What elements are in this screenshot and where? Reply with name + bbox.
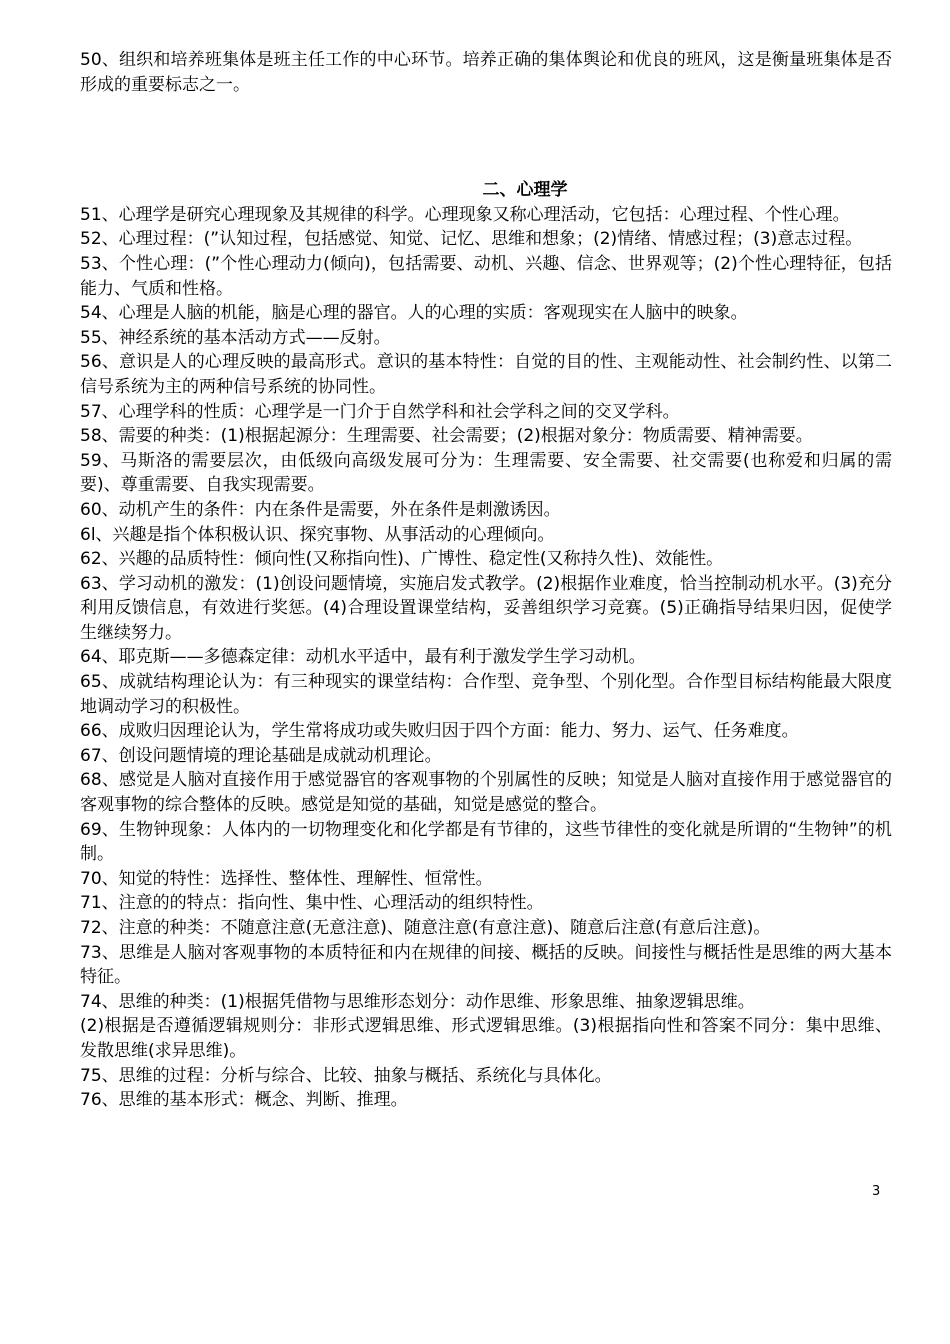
paragraph-item-62: 62、兴趣的品质特性：倾向性(又称指向性)、广博性、稳定性(又称持久性)、效能性。 xyxy=(80,549,724,570)
document-body xyxy=(80,48,892,1113)
paragraph-item-75: 75、思维的过程：分析与综合、比较、抽象与概括、系统化与具体化。 xyxy=(80,1065,612,1086)
paragraph-item-74-continued: (2)根据是否遵循逻辑规则分：非形式逻辑思维、形式逻辑思维。(3)根据指向性和答案不同分：集中思维、发散思维(求异思维)。 xyxy=(80,1016,892,1061)
paragraph-item-69: 69、生物钟现象：人体内的一切物理变化和化学都是有节律的，这些节律性的变化就是所谓的“生物钟”的机制。 xyxy=(80,819,892,865)
section-gap xyxy=(80,97,892,178)
paragraph-item-51: 51、心理学是研究心理现象及其规律的科学。心理现象又称心理活动，它包括：心理过程、个性心理。 xyxy=(80,204,850,225)
paragraph-item-64: 64、耶克斯——多德森定律：动机水平适中，最有利于激发学生学习动机。 xyxy=(80,647,646,668)
page-number: 3 xyxy=(872,1184,881,1199)
paragraph-item-58: 58、需要的种类：(1)根据起源分：生理需要、社会需要；(2)根据对象分：物质需要、精神需要。 xyxy=(80,426,813,447)
paragraph-item-68: 68、感觉是人脑对直接作用于感觉器官的客观事物的个别属性的反映；知觉是人脑对直接作用于感觉器官的客观事物的综合整体的反映。感觉是知觉的基础，知觉是感觉的整合。 xyxy=(80,770,892,816)
paragraph-item-72: 72、注意的种类：不随意注意(无意注意)、随意注意(有意注意)、随意后注意(有意后注意)。 xyxy=(80,918,771,938)
paragraph-item-56: 56、意识是人的心理反映的最高形式。意识的基本特性：自觉的目的性、主观能动性、社会制约性、以第二信号系统为主的两种信号系统的协同性。 xyxy=(80,352,892,397)
paragraph-item-50: 50、组织和培养班集体是班主任工作的中心环节。培养正确的集体舆论和优良的班风，这是衡量班集体是否形成的重要标志之一。 xyxy=(80,50,892,95)
paragraph-item-71: 71、注意的的特点：指向性、集中性、心理活动的组织特性。 xyxy=(80,893,544,914)
section-title: 二、心理学 xyxy=(482,180,568,201)
paragraph-item-76: 76、思维的基本形式：概念、判断、推理。 xyxy=(80,1090,408,1111)
paragraph-item-60: 60、动机产生的条件：内在条件是需要，外在条件是刺激诱因。 xyxy=(80,499,561,520)
paragraph-item-73: 73、思维是人脑对客观事物的本质特征和内在规律的间接、概括的反映。间接性与概括性是思维的两大基本特征。 xyxy=(80,942,892,988)
paragraph-item-67: 67、创设问题情境的理论基础是成就动机理论。 xyxy=(80,745,442,766)
paragraph-item-59: 59、马斯洛的需要层次，由低级向高级发展可分为：生理需要、安全需要、社交需要(也称爱和归属的需要)、尊重需要、自我实现需要。 xyxy=(80,450,892,496)
paragraph-item-53: 53、个性心理：(”个性心理动力(倾向)，包括需要、动机、兴趣、信念、世界观等；(2)个性心理特征，包括能力、气质和性格。 xyxy=(80,253,892,299)
paragraph-item-61: 6l、兴趣是指个体积极认识、探究事物、从事活动的心理倾向。 xyxy=(80,524,555,545)
paragraph-item-65: 65、成就结构理论认为：有三种现实的课堂结构：合作型、竞争型、个别化型。合作型目标结构能最大限度地调动学习的积极性。 xyxy=(80,672,892,717)
paragraph-item-63: 63、学习动机的激发：(1)创设问题情境，实施启发式教学。(2)根据作业难度，恰当控制动机水平。(3)充分利用反馈信息，有效进行奖惩。(4)合理设置课堂结构，妥善组织学习竞赛。(5)正确指导结果归因，促使学生继续努力。 xyxy=(80,573,892,643)
paragraph-item-55: 55、神经系统的基本活动方式——反射。 xyxy=(80,327,391,348)
paragraph-item-52: 52、心理过程：(”认知过程，包括感觉、知觉、记忆、思维和想象；(2)情绪、情感过程；(3)意志过程。 xyxy=(80,229,863,250)
paragraph-item-54: 54、心理是人脑的机能，脑是心理的器官。人的心理的实质：客观现实在人脑中的映象。 xyxy=(80,303,748,324)
paragraph-item-70: 70、知觉的特性：选择性、整体性、理解性、恒常性。 xyxy=(80,868,493,889)
paragraph-item-66: 66、成败归因理论认为，学生常将成功或失败归因于四个方面：能力、努力、运气、任务难度。 xyxy=(80,721,799,742)
paragraph-item-57: 57、心理学科的性质：心理学是一门介于自然学科和社会学科之间的交叉学科。 xyxy=(80,401,680,422)
paragraph-item-74: 74、思维的种类：(1)根据凭借物与思维形态划分：动作思维、形象思维、抽象逻辑思维。 xyxy=(80,991,755,1012)
